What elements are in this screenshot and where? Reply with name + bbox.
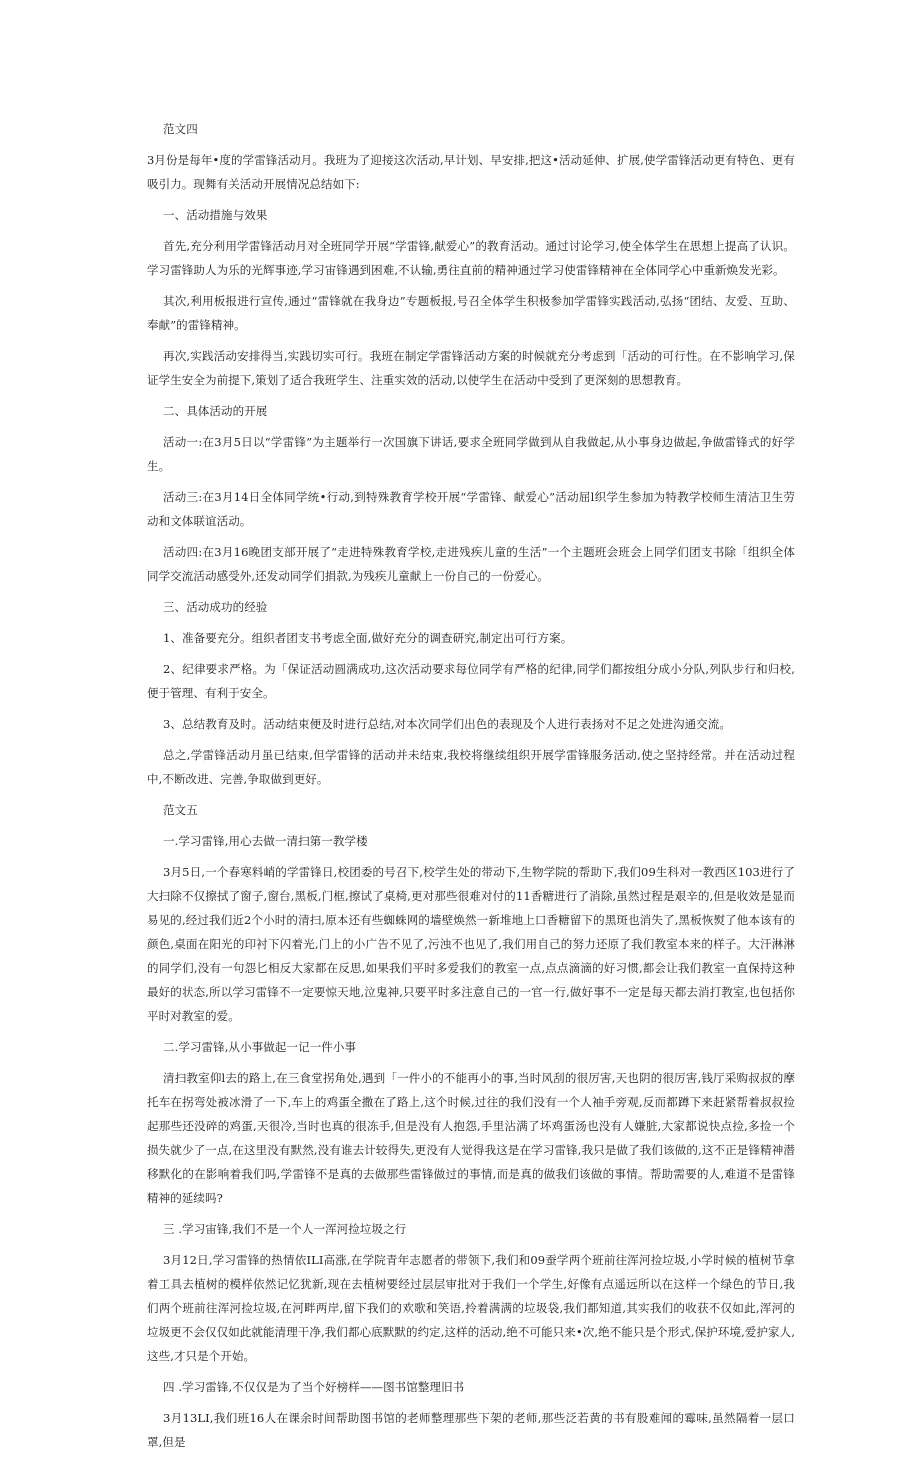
body-paragraph: 1、准备要充分。组织者团支书考虑全面,做好充分的调查研究,制定出可行方案。 bbox=[163, 631, 573, 645]
body-paragraph: 3、总结教育及时。活动结束便及时进行总结,对本次同学们出色的表现及个人进行表扬对不足之处进沟通交流。 bbox=[163, 717, 731, 731]
section-heading: 二、具体活动的开展 bbox=[163, 404, 268, 418]
section-heading: 四 .学习雷锋,不仅仅是为了当个好榜样——图书馆整理旧书 bbox=[163, 1380, 465, 1394]
section-heading: 三、活动成功的经验 bbox=[163, 600, 268, 614]
section-heading: 三 .学习宙锋,我们不是一个人一浑河捡垃圾之行 bbox=[163, 1222, 407, 1236]
section-heading: 一.学习雷锋,用心去做一清扫第一教学楼 bbox=[163, 834, 368, 848]
body-paragraph: 3月12日,学习雷锋的热情依ILI高涨,在学院青年志愿者的带领下,我们和09蚕学两个班前往浑河捡垃圾,小学时候的植树节拿着工具去植树的模样依然记忆犹新,现在去植树要经过层层审批对于我们一个学生,好像有点遥远所以在这样一个绿色的节日,我们两个班前往浑河捡垃圾,在河畔两岸,留下我们的欢歌和笑语,拎着满满的垃圾袋,我们都知道,其实我们的收获不仅如此,浑河的垃圾更不会仅仅如此就能清理干净,我们都心底默默的约定,这样的活动,绝不可能只来•次,绝不能只是个形式,保护环境,爱护家人,这些,才只是个开始。 bbox=[147, 1253, 795, 1363]
body-paragraph: 2、纪律要求严格。为「保证活动圆满成功,这次活动要求每位同学有严格的纪律,同学们都按组分成小分队,列队步行和归校,便于管理、有利于安全。 bbox=[147, 662, 795, 700]
body-paragraph: 清扫教室仰l去的路上,在三食堂拐角处,遇到「一件小的不能再小的事,当时风刮的很厉害,天也阴的很厉害,钱厅采购叔叔的摩托车在拐弯处被冰滑了一下,车上的鸡蛋全撒在了路上,这个时候,过往的我们没有一个人袖手旁观,反而都蹲下来赶紧帮着叔叔捡起那些还没碎的鸡蛋,天很冷,当时也真的很冻手,但是没有人抱怨,手里沾满了坏鸡蛋汤也没有人嫌脏,大家都说快点捡,多捡一个损失就少了一点,在这里没有默然,没有谁去计较得失,更没有人觉得我这是在学习雷锋,我只是做了我们该做的,这不正是锋精神潜移默化的在影响着我们吗,学雷锋不是真的去做那些雷锋做过的事情,而是真的做我们该做的事情。帮助需要的人,难道不是雷锋精神的延续吗? bbox=[147, 1071, 795, 1205]
body-paragraph: 活动一:在3月5日以“学雷锋”为主题举行一次国旗下讲话,要求全班同学做到从自我做起,从小事身边做起,争做雷锋式的好学生。 bbox=[147, 435, 795, 473]
document-body bbox=[147, 117, 795, 1461]
section-heading: 二.学习雷锋,从小事做起一记一件小事 bbox=[163, 1040, 357, 1054]
body-paragraph: 首先,充分利用学雷锋活动月对全班同学开展“学雷锋,献爱心”的教育活动。通过讨论学习,使全体学生在思想上提高了认识。学习雷锋助人为乐的光辉事迹,学习宙锋遇到困难,不认输,勇往直前的精神通过学习使雷锋精神在全体同学心中重新焕发光彩。 bbox=[147, 239, 795, 277]
section-heading: 一、活动措施与效果 bbox=[163, 208, 268, 222]
body-paragraph: 总之,学雷锋活动月虽已结束,但学雷锋的活动并未结束,我校将继续组织开展学雷锋服务活动,使之坚持经常。并在活动过程中,不断改进、完善,争取做到更好。 bbox=[147, 748, 795, 786]
body-paragraph: 活动三:在3月14日全体同学统•行动,到特殊教育学校开展“学雷锋、献爱心”活动屈l织学生参加为特教学校师生清洁卫生劳动和文体联谊活动。 bbox=[147, 490, 795, 528]
section-heading: 范文五 bbox=[163, 803, 198, 817]
body-paragraph: 再次,实践活动安排得当,实践切实可行。我班在制定学雷锋活动方案的时候就充分考虑到「活动的可行性。在不影响学习,保证学生安全为前提下,策划了适合我班学生、注重实效的活动,以使学生在活动中受到了更深刻的思想教育。 bbox=[147, 349, 795, 387]
body-paragraph: 3月份是每年•度的学雷锋活动月。我班为了迎接这次活动,早计划、早安排,把这•活动延伸、扩展,使学雷锋活动更有特色、更有吸引力。现舞有关活动开展情况总结如下: bbox=[147, 153, 795, 191]
body-paragraph: 3月13LI,我们班16人在课余时间帮助图书馆的老师整理那些下架的老师,那些泛若黄的书有股难闻的霉味,虽然隔着一层口罩,但是 bbox=[147, 1411, 795, 1449]
section-heading: 范文四 bbox=[163, 122, 198, 136]
body-paragraph: 3月5日,一个春寒料峭的学雷锋日,校团委的号召下,校学生处的带动下,生物学院的帮助下,我们09生科对一教西区103进行了大扫除不仅擦拭了窗子,窗台,黑板,门框,擦试了桌椅,更对那些很难对付的11香糖进行了消除,虽然过程是艰辛的,但是收效是显而易见的,经过我们近2个小时的清扫,原本还有些蜘蛛网的墙壁焕然一新堆地上口香糖留下的黑斑也消失了,黑板恢熨了他本该有的颜色,桌面在阳光的印衬下闪着光,门上的小广告不见了,污浊不也见了,我们用自己的努力还原了我们教室本来的样子。大汗淋淋的同学们,没有一句怨匕相反大家都在反思,如果我们平时多爱我们的教室一点,点点滴滴的好习惯,都会让我们教室一直保持这种最好的状态,所以学习雷锋不一定要惊天地,泣鬼神,只要平时多注意自己的一官一行,做好事不一定是每天都去消打教室,也包括你平时对教室的爱。 bbox=[147, 865, 795, 1023]
body-paragraph: 其次,利用板报进行宣传,通过“雷锋就在我身边”专题板报,号召全体学生积极参加学雷锋实践活动,弘扬“团结、友爱、互助、奉献”的雷锋精神。 bbox=[147, 294, 795, 332]
body-paragraph: 活动四:在3月16晚团支部开展了“走进特殊教育学校,走进残疾儿童的生活”一个主题班会班会上同学们团支书除「组织全体同学交流活动感受外,还发动同学们捐款,为残疾儿童献上一份自己的一份爱心。 bbox=[147, 545, 795, 583]
